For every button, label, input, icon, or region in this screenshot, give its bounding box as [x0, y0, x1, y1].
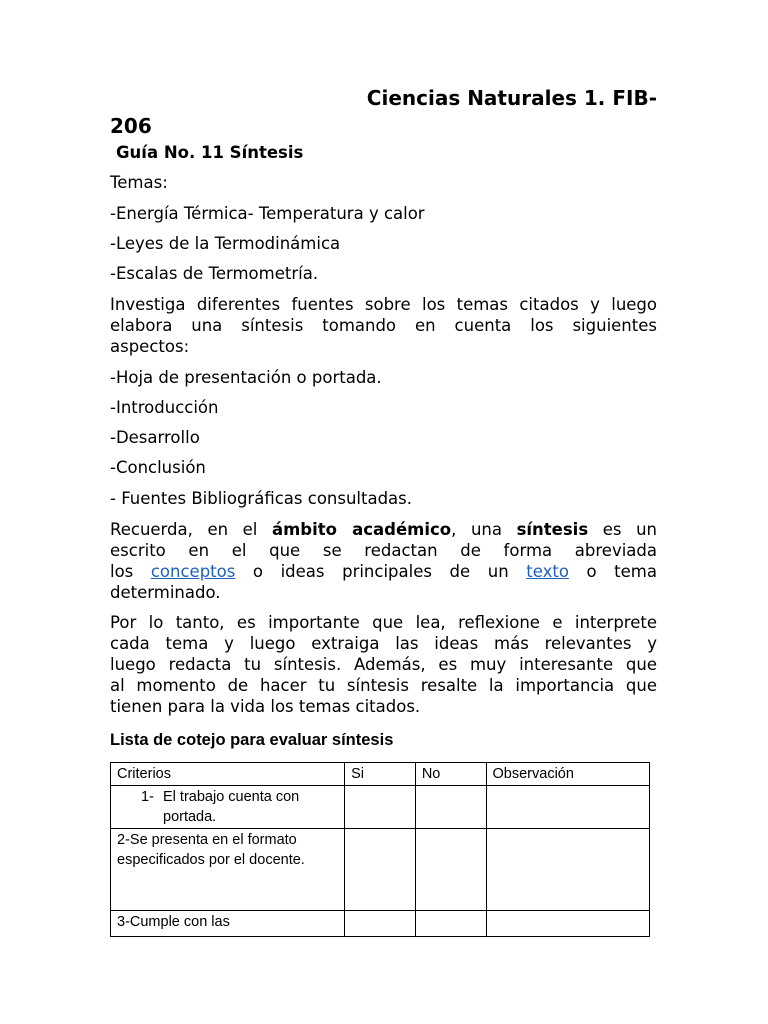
si-cell[interactable] — [345, 829, 416, 911]
tema-item: -Energía Térmica- Temperatura y calor — [110, 204, 425, 223]
aspecto-item: -Hoja de presentación o portada. — [110, 368, 382, 387]
no-cell[interactable] — [415, 786, 486, 829]
text-run: es un — [588, 520, 658, 539]
bold-term: síntesis — [516, 520, 589, 539]
guide-subtitle: Guía No. 11 Síntesis — [116, 143, 304, 162]
si-cell[interactable] — [345, 911, 416, 937]
paragraph-line: aspectos: — [110, 337, 190, 356]
observacion-cell[interactable] — [486, 786, 649, 829]
table-title: Lista de cotejo para evaluar síntesis — [110, 731, 394, 749]
tema-item: -Leyes de la Termodinámica — [110, 234, 341, 253]
paragraph-line: tienen para la vida los temas citados. — [110, 697, 421, 716]
paragraph-line: escrito en el que se redactan de forma abreviada — [110, 541, 657, 560]
criterio-item — [117, 787, 338, 827]
instruccion-paragraph — [110, 294, 657, 357]
table-row — [111, 829, 650, 911]
texto-link[interactable]: texto — [526, 562, 569, 581]
recuerda-paragraph — [110, 519, 657, 603]
table-row — [111, 911, 650, 937]
item-text-continued: portada. — [163, 809, 217, 825]
paragraph-line: determinado. — [110, 583, 221, 602]
paragraph-line: Investiga diferentes fuentes sobre los temas citados y luego — [110, 295, 657, 314]
text-run: Recuerda, en el — [110, 520, 272, 539]
table-row — [111, 786, 650, 829]
paragraph-line — [110, 561, 657, 582]
aspecto-item: -Conclusión — [110, 458, 206, 477]
conceptos-link[interactable]: conceptos — [150, 562, 236, 581]
observacion-cell[interactable] — [486, 829, 649, 911]
title-line-2: 206 — [110, 114, 152, 138]
tema-item: -Escalas de Termometría. — [110, 264, 319, 283]
page-title — [110, 84, 657, 140]
paragraph-line: luego redacta tu síntesis. Además, es muy interesante que — [110, 655, 657, 674]
aspecto-item: - Fuentes Bibliográficas consultadas. — [110, 489, 413, 508]
aspecto-item: -Desarrollo — [110, 428, 200, 447]
criterio-cell: 3-Cumple con las — [111, 911, 345, 937]
aspecto-item: -Introducción — [110, 398, 219, 417]
header-si: Si — [345, 763, 416, 786]
no-cell[interactable] — [415, 911, 486, 937]
table-header-row — [111, 763, 650, 786]
si-cell[interactable] — [345, 786, 416, 829]
no-cell[interactable] — [415, 829, 486, 911]
paragraph-line: al momento de hacer tu síntesis resalte la importancia que — [110, 676, 657, 695]
por-lo-tanto-paragraph — [110, 612, 657, 717]
paragraph-line: cada tema y luego extraiga las ideas más relevantes y — [110, 634, 657, 653]
text-run: los — [110, 562, 151, 581]
header-criterios: Criterios — [111, 763, 345, 786]
observacion-cell[interactable] — [486, 911, 649, 937]
text-run: o tema — [568, 562, 657, 581]
temas-label: Temas: — [110, 173, 168, 192]
text-run: , una — [451, 520, 517, 539]
header-observacion: Observación — [486, 763, 649, 786]
header-no: No — [415, 763, 486, 786]
title-line-1: Ciencias Naturales 1. FIB- — [366, 86, 657, 110]
criterio-cell: 2-Se presenta en el formato especificados por el docente. — [111, 829, 345, 911]
paragraph-line: elabora una síntesis tomando en cuenta los siguientes — [110, 316, 657, 335]
checklist-table — [110, 762, 650, 937]
text-run: o ideas principales de un — [235, 562, 527, 581]
item-text: El trabajo cuenta con — [163, 789, 300, 805]
paragraph-line — [110, 519, 657, 540]
bold-term: ámbito académico — [271, 520, 452, 539]
item-number: 1- — [141, 789, 154, 805]
paragraph-line: Por lo tanto, es importante que lea, reflexione e interprete — [110, 613, 657, 632]
criterio-cell — [111, 786, 345, 829]
